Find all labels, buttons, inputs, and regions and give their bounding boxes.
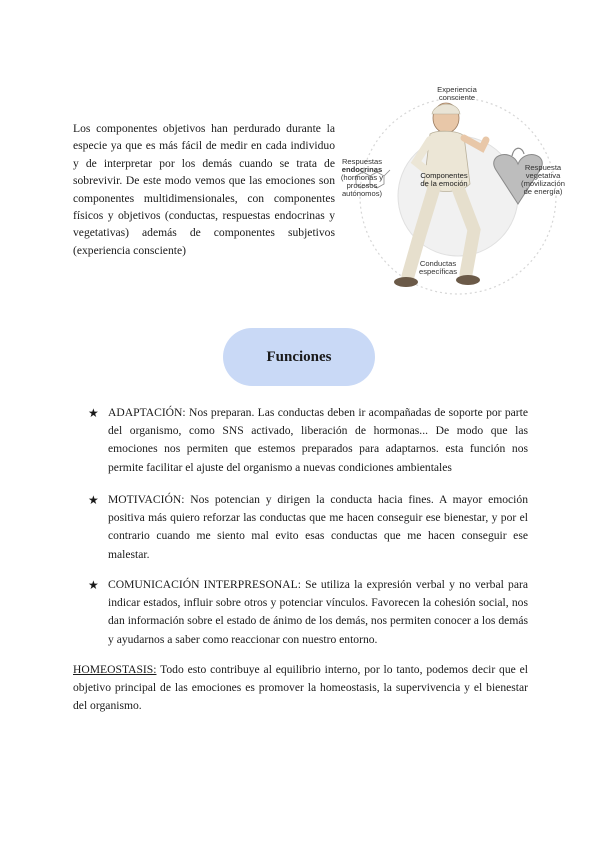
label-line: Experiencia [437,85,477,94]
label-line: vegetativa [525,171,561,180]
bullet-text: COMUNICACIÓN INTERPRESONAL: Se utiliza la expresión verbal y no verbal para indicar estados, influir sobre otros y potenciar vínculos. Favorecen la cohesión social, nos dan información sobre el estado de ánimo de los demás, nos permiten conocer a los demás y ayudarnos a saber como reaccionar con nuestro entorno. [108,578,528,646]
label-line: de energía) [523,187,563,196]
bullet-adaptation [88,404,528,477]
homeostasis-paragraph [73,661,528,716]
label-line: Componentes [420,171,468,180]
star-bullet-icon: ★ [88,493,99,507]
bullet-text: ADAPTACIÓN: Nos preparan. Las conductas deben ir acompañadas de soporte por parte del organismo, como SNS activado, liberación de hormonas... De modo que las emociones nos permiten que estemos preparados para adaptarnos. esta función nos permite facilitar el ajuste del organismo a nuevas condiciones ambientales [108,406,528,474]
label-line: (hormonas y [340,173,384,182]
label-line: de la emoción [420,179,468,188]
label-line: consciente [438,93,476,102]
label-line: específicas [419,267,457,276]
label-line: endocrinas [341,165,383,174]
label-line: (movilización [521,179,565,188]
label-emotion-components [412,172,476,188]
emotion-components-figure [336,84,580,302]
label-vegetative-response [510,164,576,196]
bullet-communication [88,576,528,649]
star-bullet-icon: ★ [88,406,99,420]
homeostasis-label: HOMEOSTASIS: [73,663,157,676]
section-title: Funciones [266,348,332,365]
label-conscious-experience [422,86,492,102]
label-line: Respuesta [524,163,562,172]
bullet-motivation [88,491,528,564]
bullet-text: MOTIVACIÓN: Nos potencian y dirigen la conducta hacia fines. A mayor emoción positiva más quiero reforzar las conductas que me hacen conseguir ese bienestar, y por el contrario cuando me siento mal evito esas conductas que me hacen conseguir ese malestar. [108,493,528,561]
star-bullet-icon: ★ [88,578,99,592]
label-line: procesos [346,181,378,190]
label-endocrine-responses [336,158,388,198]
homeostasis-text: Todo esto contribuye al equilibrio interno, por lo tanto, podemos decir que el objetivo principal de las emociones es promover la homeostasis, la supervivencia y el bienestar del organismo. [73,663,528,713]
label-line: Conductas [419,259,457,268]
label-line: autónomos) [341,189,383,198]
label-line: Respuestas [341,157,383,166]
section-title-pill [223,328,375,386]
intro-paragraph: Los componentes objetivos han perdurado durante la especie ya que es más fácil de medir en cada individuo y de interpretar por los demás cuando se trata de sobrevivir. De este modo vemos que las emociones son componentes multidimensionales, con componentes físicos y objetivos (conductas, respuestas endocrinas y vegetativas) además de componentes subjetivos (experiencia consciente) [73,122,335,257]
label-specific-behaviors [404,260,472,276]
